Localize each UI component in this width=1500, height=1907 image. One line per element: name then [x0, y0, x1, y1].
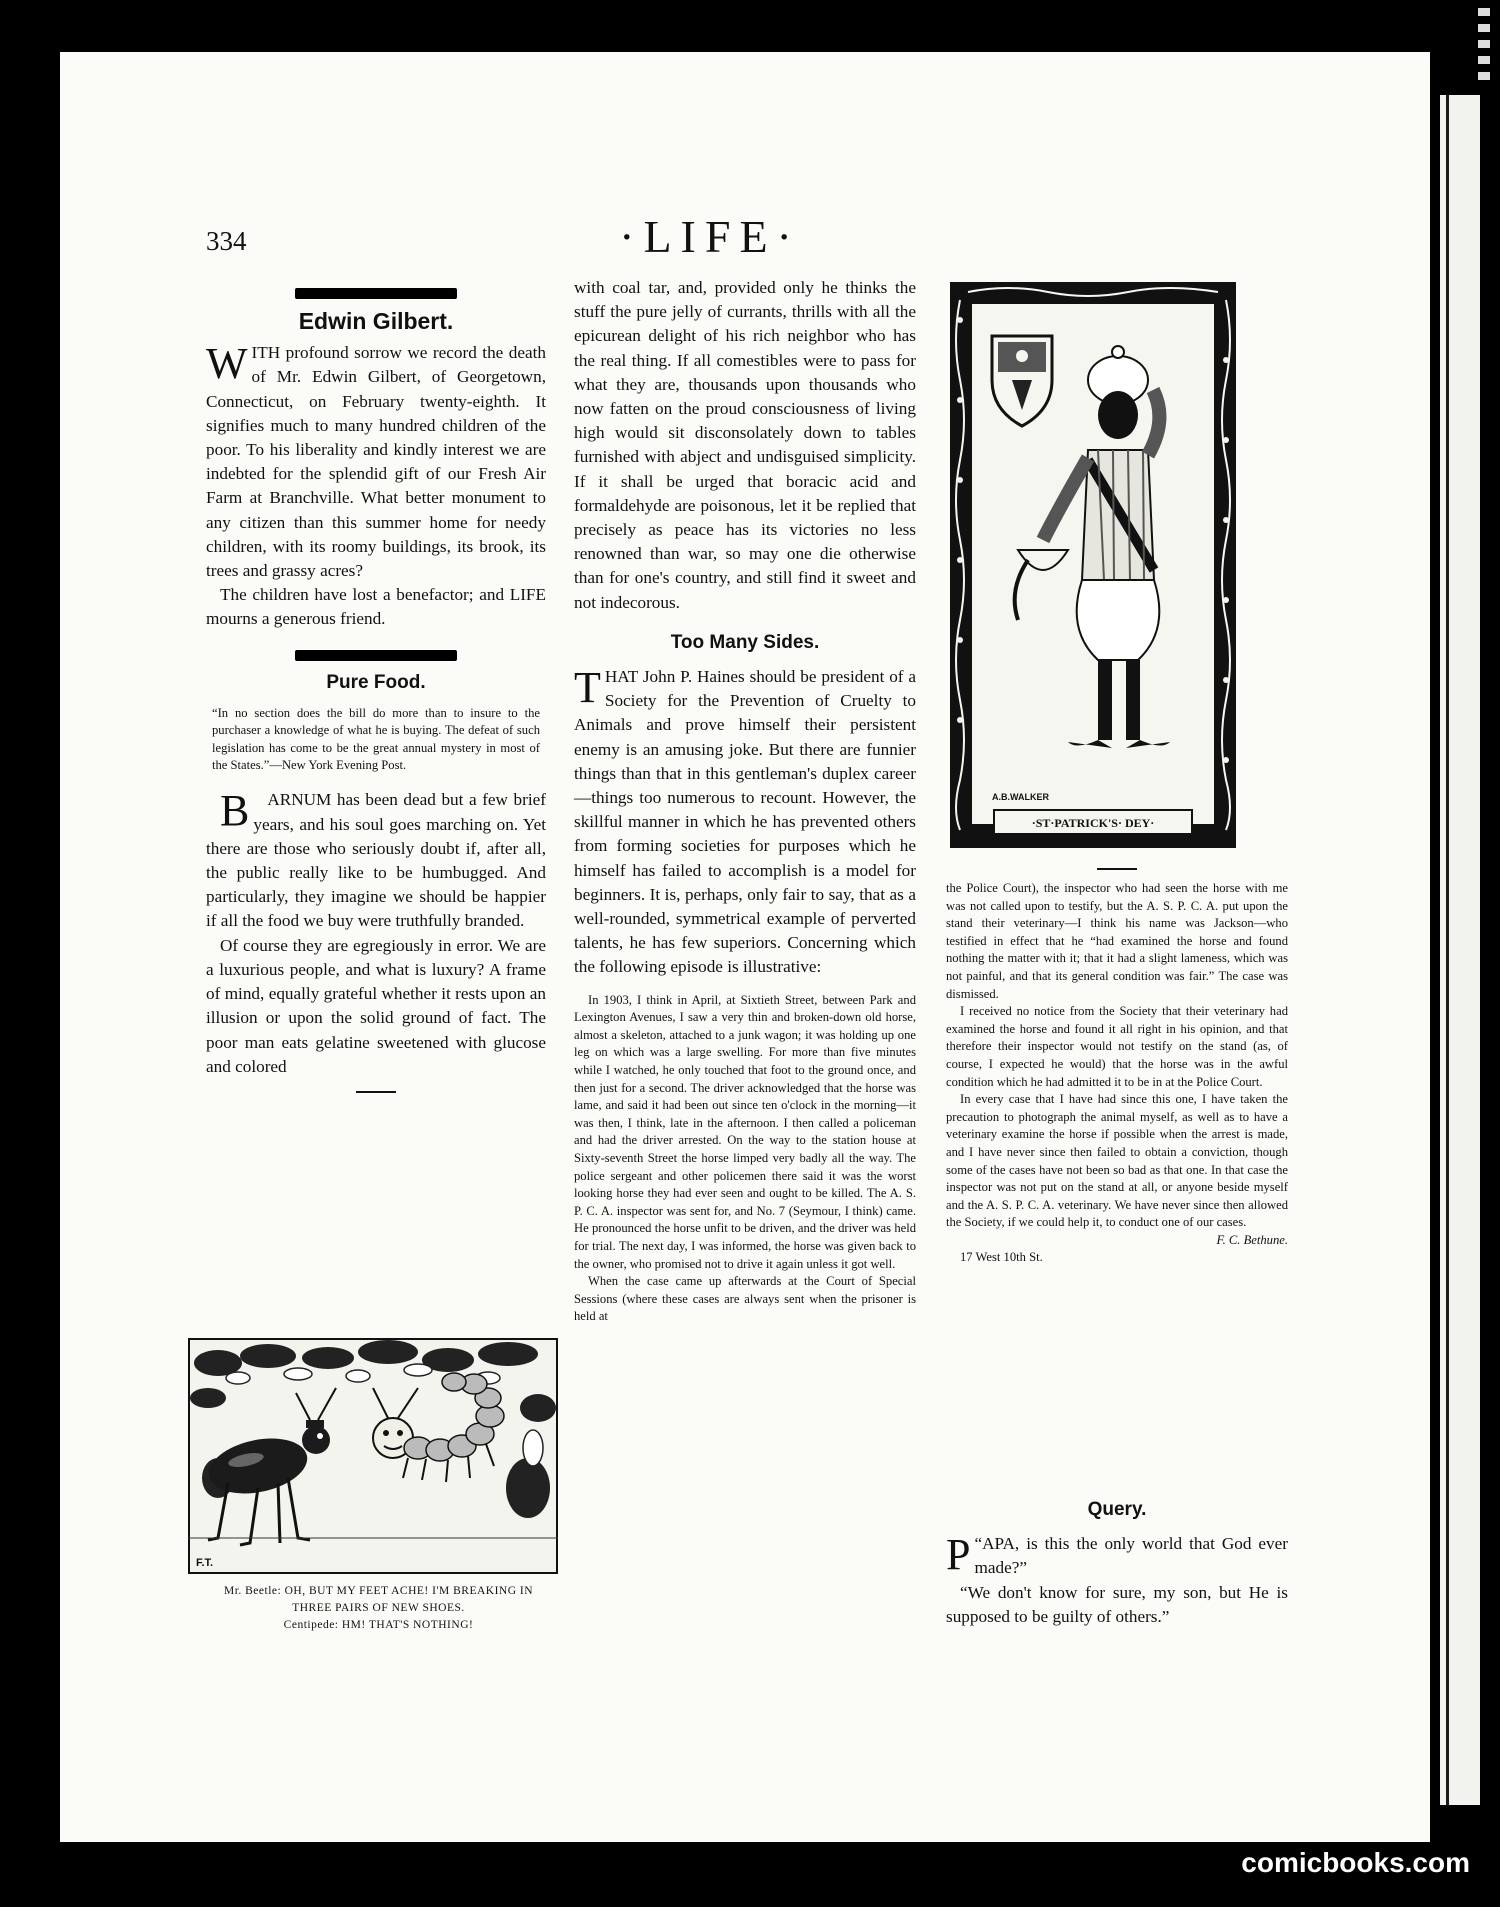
- column-3: [946, 881, 1288, 1267]
- letter-paragraph-5: In every case that I have had since this one, I have taken the precaution to photograph the animal myself, as well as to have a veterinary examine the horse if possible when the arrest is made, and I have never since then failed to obtain a conviction, though some of the cases have not been so bad as that one. In that case the inspector was not put on the stand at all, or anyone beside myself and the A. S. P. C. A. veterinary. We have never since then allowed the Society, if we could help it, to conduct one of our cases.: [946, 1092, 1288, 1230]
- letter-signature: F. C. Bethune.: [1216, 1232, 1288, 1247]
- query-paragraph-2: “We don't know for sure, my son, but He is supposed to be guilty of others.”: [946, 1582, 1288, 1626]
- letter-paragraph-3: the Police Court), the inspector who had seen the horse with me was not called upon to testify, but the A. S. P. C. A. put upon the stand their veterinary—I think his name was Jackson—who testified in effect that he “had examined the horse and found nothing the matter with it; that it had a slight lameness, which was not painful, and that its general condition was fair.” The case was dismissed.: [946, 881, 1288, 1001]
- pure-food-paragraph-1: B ARNUM has been dead but a few brief years, and his soul goes marching on. Yet there are those who seriously doubt if, after all, the public really like to be humbugged. And particularly, they imagine we should be happier if all the food we buy were truthfully branded.: [206, 786, 546, 931]
- heading-query: Query.: [1087, 1499, 1147, 1520]
- beetle-centipede-illustration: [188, 1338, 558, 1574]
- letter-address: 17 West 10th St.: [960, 1250, 1043, 1265]
- beetle-caption-line-2: Centipede: HM! THAT'S NOTHING!: [283, 1619, 474, 1631]
- letter-paragraph-4: I received no notice from the Society that their veterinary had examined the horse and found it all right in his opinion, and that therefore their inspector would not testify on the stand (as, of course, I expected he would) that the horse was in the awful condition which he had admitted it to be in at the Police Court.: [946, 1004, 1288, 1089]
- heading-too-many-sides: Too Many Sides.: [670, 631, 820, 653]
- query-paragraph-1: “ P APA, is this the only world that God ever made?”: [946, 1530, 1288, 1580]
- heading-edwin-gilbert: Edwin Gilbert.: [298, 308, 454, 334]
- gilbert-paragraph-1: WITH profound sorrow we record the death of Mr. Edwin Gilbert, of Georgetown, Connecticut, on February twenty-eighth. It signifies much to many hundred children of the poor. To his liberality and kindly interest we are indebted for the splendid gift of our Fresh Air Farm at Branchville. What better monument to any citizen than this summer home for needy children, with its roomy buildings, its brook, its trees and grassy acres?: [206, 339, 546, 581]
- site-watermark: comicbooks.com: [1241, 1847, 1470, 1878]
- heading-pure-food: Pure Food.: [326, 671, 426, 693]
- beetle-caption-line-1: Mr. Beetle: OH, BUT MY FEET ACHE! I'M BREAKING IN THREE PAIRS OF NEW SHOES.: [223, 1585, 534, 1614]
- artist-signature: A.B.WALKER: [992, 792, 1049, 802]
- pure-food-epigraph: “In no section does the bill do more than to insure to the purchaser a knowledge of what he is buying. The defeat of such legislation has come to be the great annual mystery in most of the States.”—New York Evening Post.: [212, 705, 540, 773]
- drop-cap: T: [574, 663, 601, 713]
- drop-cap: W: [206, 339, 248, 389]
- facing-page-edge: [1440, 95, 1480, 1805]
- column-2: [574, 276, 916, 1326]
- letter-paragraph-1: In 1903, I think in April, at Sixtieth Street, between Park and Lexington Avenues, I saw a very thin and broken-down old horse, almost a skeleton, attached to a junk wagon; it was holding up one leg on which was a large swelling. For more than five minutes while I watched, he only touched that foot to the ground once, and then just for a second. The driver acknowledged that the horse was lame, and said it had been out since ten o'clock in the morning—it was then, I think, late in the afternoon. I then called a policeman and had the driver arrested. On the way to the station house at Sixty-seventh Street the horse limped very badly all the way. The police sergeant and other policemen there said it was the worst looking horse they had ever seen and ought to be killed. The A. S. P. C. A. inspector was sent for, and No. 7 (Seymour, I think) came. He pronounced the horse unfit to be driven, and the driver was held for trial. The next day, I was informed, the horse was given back to the owner, who promised not to drive it again unless it got well.: [574, 992, 916, 1271]
- st-patricks-day-illustration: [948, 280, 1238, 850]
- pure-food-continuation: with coal tar, and, provided only he thinks the stuff the pure jelly of currants, thrills with all the epicurean delight of his rich neighbor who has the real thing. If all comestibles were to pass for what they are, thousands upon thousands who now fatten on the proud consciousness of living high would sit disconsolately down to tables furnished with abject and undisguised simplicity. If it shall be urged that boracic acid and formaldehyde are poisonous, let it be replied that precisely as peace has its victories no less renowned than war, so may one die otherwise than for one's country, and still find it sweet and not indecorous.: [574, 278, 916, 612]
- drop-cap: B: [220, 786, 250, 836]
- separator-rule: [356, 1091, 396, 1093]
- too-many-sides-paragraph: THAT John P. Haines should be president of a Society for the Prevention of Cruelty to Animals and prove himself their persistent enemy is an amusing joke. But there are funnier things than that in this gentleman's duplex career—things too numerous to recount. However, the skillful manner in which he has prevented others from forming societies for purposes which he himself has failed to accomplish is a model for beginners. It is, perhaps, only fair to say, that as a well-rounded, symmetrical example of perverted talents, he has few superiors. Concerning which the following episode is illustrative:: [574, 663, 916, 977]
- masthead: ·LIFE·: [619, 211, 801, 262]
- section-divider: [295, 288, 457, 299]
- drop-cap: P: [946, 1530, 971, 1580]
- pure-food-paragraph-2: Of course they are egregiously in error. We are a luxurious people, and what is luxury? A frame of mind, equally grateful whether it rests upon an illusion or upon the solid ground of fact. The poor man eats gelatine sweetened with glucose and colored: [206, 935, 546, 1076]
- page-number: 334: [206, 226, 247, 256]
- film-edge-marks: [1478, 0, 1490, 80]
- separator-rule: [1097, 868, 1137, 870]
- illustrator-signature: F.T.: [196, 1557, 214, 1569]
- beetle-caption: [206, 1583, 551, 1634]
- section-divider: [295, 650, 457, 661]
- column-1: [206, 288, 546, 1105]
- gilbert-paragraph-2: The children have lost a benefactor; and LIFE mourns a generous friend.: [206, 585, 546, 629]
- bethune-letter-part-1: [574, 992, 916, 1326]
- query-section: [946, 1490, 1288, 1629]
- st-patricks-label: ·ST·PATRICK'S· DEY·: [1031, 816, 1155, 830]
- letter-paragraph-2: When the case came up afterwards at the Court of Special Sessions (where these cases are always sent when the prisoner is held at: [574, 1274, 916, 1324]
